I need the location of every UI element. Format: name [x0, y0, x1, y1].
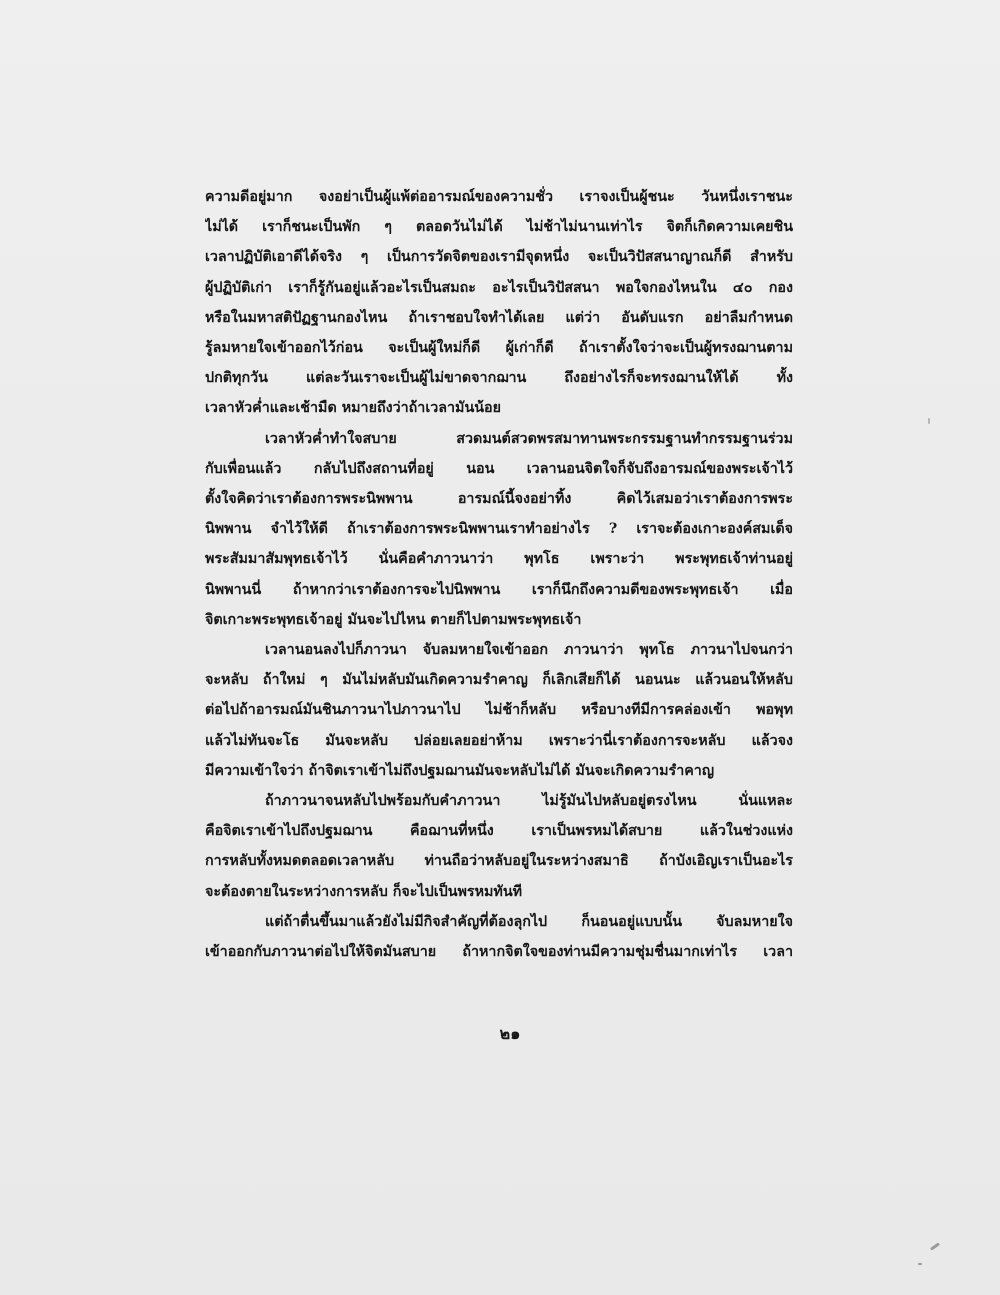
text-line: จะหลับ ถ้าใหม่ ๆ มันไม่หลับมันเกิดความรำคาญ ก็เลิกเสียก็ได้ นอนนะ แล้วนอนให้หลับ: [205, 672, 793, 689]
text-line: ตั้งใจคิดว่าเราต้องการพระนิพพาน อารมณ์นี้จงอย่าทิ้ง คิดไว้เสมอว่าเราต้องการพระ: [205, 491, 793, 508]
text-line: ต่อไปถ้าอารมณ์มันชินภาวนาไปภาวนาไป ไม่ช้าก็หลับ หรือบางทีมีการคล่องเข้า พอพุท: [205, 702, 793, 719]
text-line: จะต้องตายในระหว่างการหลับ ก็จะไปเป็นพรหมทันที: [205, 883, 523, 900]
page-number: ๒๑: [499, 1024, 521, 1043]
text-line: ไม่ได้ เราก็ชนะเป็นพัก ๆ ตลอดวันไม่ได้ ไม่ช้าไม่นานเท่าไร จิตก็เกิดความเคยชิน: [205, 219, 793, 236]
text-line: นิพพานนี่ ถ้าหากว่าเราต้องการจะไปนิพพาน เราก็นึกถึงความดีของพระพุทธเจ้า เมื่อ: [205, 581, 793, 598]
text-line: แต่ถ้าตื่นขึ้นมาแล้วยังไม่มีกิจสำคัญที่ต้องลุกไป ก็นอนอยู่แบบนั้น จับลมหายใจ: [265, 913, 793, 930]
text-line: เวลานอนลงไปก็ภาวนา จับลมหายใจเข้าออก ภาวนาว่า พุทโธ ภาวนาไปจนกว่า: [265, 642, 793, 659]
text-line: เวลาปฏิบัติเอาดีได้จริง ๆ เป็นการวัดจิตของเรามีจุดหนึ่ง จะเป็นวิปัสสนาญาณก็ดี สำหรับ: [205, 249, 793, 266]
scan-speck: [930, 1242, 940, 1250]
text-line: ถ้าภาวนาจนหลับไปพร้อมกับคำภาวนา ไม่รู้มันไปหลับอยู่ตรงไหน นั่นแหละ: [265, 793, 793, 810]
text-line: หรือในมหาสติปัฏฐานกองไหน ถ้าเราชอบใจทำได้เลย แต่ว่า อันดับแรก อย่าลืมกำหนด: [205, 309, 793, 326]
text-line: เวลาหัวค่ำและเช้ามืด หมายถึงว่าถ้าเวลามันน้อย: [205, 400, 501, 417]
text-line: แล้วไม่ทันจะโธ มันจะหลับ ปล่อยเลยอย่าห้าม เพราะว่านี่เราต้องการจะหลับ แล้วจง: [205, 732, 793, 749]
text-line: มีความเข้าใจว่า ถ้าจิตเราเข้าไม่ถึงปฐมฌานมันจะหลับไม่ได้ มันจะเกิดความรำคาญ: [205, 762, 715, 779]
text-line: ปกติทุกวัน แต่ละวันเราจะเป็นผู้ไม่ขาดจากฌาน ถึงอย่างไรก็จะทรงฌานให้ได้ ทั้ง: [205, 370, 793, 387]
text-line: การหลับทั้งหมดตลอดเวลาหลับ ท่านถือว่าหลับอยู่ในระหว่างสมาธิ ถ้าบังเอิญเราเป็นอะไร: [205, 853, 793, 870]
text-line: รู้ลมหายใจเข้าออกไว้ก่อน จะเป็นผู้ใหม่ก็ดี ผู้เก่าก็ดี ถ้าเราตั้งใจว่าจะเป็นผู้ทรงฌานตาม: [205, 340, 793, 357]
text-line: พระสัมมาสัมพุทธเจ้าไว้ นั่นคือคำภาวนาว่า พุทโธ เพราะว่า พระพุทธเจ้าท่านอยู่: [205, 551, 793, 568]
text-line: เข้าออกกับภาวนาต่อไปให้จิตมันสบาย ถ้าหากจิตใจของท่านมีความชุ่มชื่นมากเท่าไร เวลา: [205, 944, 793, 961]
text-line: คือจิตเราเข้าไปถึงปฐมฌาน คือฌานที่หนึ่ง เราเป็นพรหมได้สบาย แล้วในช่วงแห่ง: [205, 823, 793, 840]
scan-speck: [928, 418, 930, 424]
text-line: นิพพาน จำไว้ให้ดี ถ้าเราต้องการพระนิพพานเราทำอย่างไร ? เราจะต้องเกาะองค์สมเด็จ: [205, 521, 793, 538]
text-line: ความดีอยู่มาก จงอย่าเป็นผู้แพ้ต่ออารมณ์ของความชั่ว เราจงเป็นผู้ชนะ วันหนึ่งเราชนะ: [205, 189, 793, 205]
scan-speck: [918, 1263, 922, 1265]
body-text: [205, 182, 793, 967]
text-line: ผู้ปฏิบัติเก่า เราก็รู้กันอยู่แล้วอะไรเป็นสมถะ อะไรเป็นวิปัสสนา พอใจกองไหนใน ๔๐ กอง: [205, 279, 793, 296]
text-line: เวลาหัวค่ำทำใจสบาย สวดมนต์สวดพรสมาทานพระกรรมฐานทำกรรมฐานร่วม: [265, 430, 793, 447]
text-line: จิตเกาะพระพุทธเจ้าอยู่ มันจะไปไหน ตายก็ไปตามพระพุทธเจ้า: [205, 611, 582, 628]
text-line: กับเพื่อนแล้ว กลับไปถึงสถานที่อยู่ นอน เวลานอนจิตใจก็จับถึงอารมณ์ของพระเจ้าไว้: [205, 460, 793, 477]
